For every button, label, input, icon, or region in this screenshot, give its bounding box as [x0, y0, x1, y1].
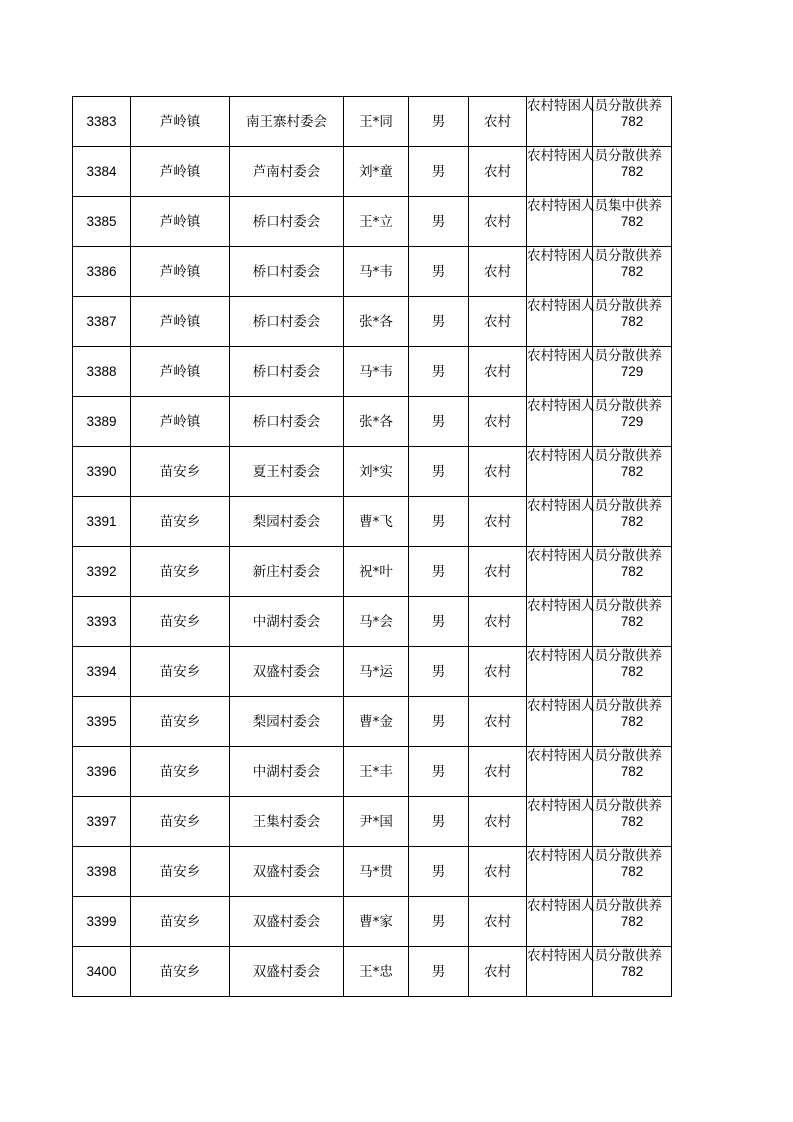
village-committee-cell: 中湖村委会 [230, 597, 344, 647]
support-type-text: 农村特困人员分散供养 [527, 548, 662, 564]
table-row [73, 397, 672, 447]
village-committee-cell: 新庄村委会 [230, 547, 344, 597]
person-name-cell: 马*韦 [344, 347, 409, 397]
table-row [73, 347, 672, 397]
gender-cell: 男 [409, 297, 469, 347]
gender-cell: 男 [409, 847, 469, 897]
person-name-cell: 刘*童 [344, 147, 409, 197]
area-type-cell: 农村 [469, 97, 527, 147]
township-cell: 苗安乡 [131, 697, 230, 747]
person-name-cell: 祝*叶 [344, 547, 409, 597]
support-type-text: 农村特困人员分散供养 [527, 498, 662, 514]
support-type-text: 农村特困人员分散供养 [527, 848, 662, 864]
table-row [73, 197, 672, 247]
gender-cell: 男 [409, 97, 469, 147]
area-type-cell: 农村 [469, 947, 527, 997]
record-number: 3399 [73, 897, 131, 947]
table-row [73, 447, 672, 497]
amount-cell: 782 [593, 547, 672, 597]
township-cell: 芦岭镇 [131, 97, 230, 147]
record-number: 3383 [73, 97, 131, 147]
amount-cell: 782 [593, 197, 672, 247]
person-name-cell: 马*韦 [344, 247, 409, 297]
support-type-text: 农村特困人员分散供养 [527, 648, 662, 664]
record-number: 3384 [73, 147, 131, 197]
record-number: 3385 [73, 197, 131, 247]
township-cell: 苗安乡 [131, 597, 230, 647]
record-number: 3396 [73, 747, 131, 797]
record-number: 3394 [73, 647, 131, 697]
area-type-cell: 农村 [469, 297, 527, 347]
township-cell: 苗安乡 [131, 847, 230, 897]
support-type-text: 农村特困人员分散供养 [527, 598, 662, 614]
record-number: 3395 [73, 697, 131, 747]
table-row [73, 597, 672, 647]
support-type-text: 农村特困人员分散供养 [527, 898, 662, 914]
village-committee-cell: 双盛村委会 [230, 897, 344, 947]
table-row [73, 297, 672, 347]
person-name-cell: 马*会 [344, 597, 409, 647]
gender-cell: 男 [409, 497, 469, 547]
area-type-cell: 农村 [469, 597, 527, 647]
person-name-cell: 王*丰 [344, 747, 409, 797]
person-name-cell: 马*贯 [344, 847, 409, 897]
support-type-text: 农村特困人员分散供养 [527, 798, 662, 814]
person-name-cell: 王*同 [344, 97, 409, 147]
support-type-text: 农村特困人员分散供养 [527, 98, 662, 114]
amount-cell: 729 [593, 347, 672, 397]
table-row [73, 247, 672, 297]
gender-cell: 男 [409, 797, 469, 847]
record-number: 3397 [73, 797, 131, 847]
record-number: 3393 [73, 597, 131, 647]
township-cell: 芦岭镇 [131, 347, 230, 397]
area-type-cell: 农村 [469, 797, 527, 847]
area-type-cell: 农村 [469, 197, 527, 247]
village-committee-cell: 桥口村委会 [230, 397, 344, 447]
table-body [73, 97, 672, 997]
amount-cell: 782 [593, 797, 672, 847]
village-committee-cell: 夏王村委会 [230, 447, 344, 497]
person-name-cell: 张*各 [344, 297, 409, 347]
village-committee-cell: 梨园村委会 [230, 497, 344, 547]
township-cell: 苗安乡 [131, 447, 230, 497]
amount-cell: 782 [593, 147, 672, 197]
person-name-cell: 曹*金 [344, 697, 409, 747]
gender-cell: 男 [409, 347, 469, 397]
area-type-cell: 农村 [469, 447, 527, 497]
support-type-text: 农村特困人员分散供养 [527, 698, 662, 714]
person-name-cell: 张*各 [344, 397, 409, 447]
table-row [73, 147, 672, 197]
table-row [73, 497, 672, 547]
gender-cell: 男 [409, 247, 469, 297]
amount-cell: 782 [593, 297, 672, 347]
township-cell: 苗安乡 [131, 547, 230, 597]
village-committee-cell: 中湖村委会 [230, 747, 344, 797]
township-cell: 芦岭镇 [131, 397, 230, 447]
person-name-cell: 曹*家 [344, 897, 409, 947]
person-name-cell: 刘*实 [344, 447, 409, 497]
table-row [73, 747, 672, 797]
township-cell: 苗安乡 [131, 797, 230, 847]
village-committee-cell: 梨园村委会 [230, 697, 344, 747]
record-number: 3398 [73, 847, 131, 897]
gender-cell: 男 [409, 747, 469, 797]
table-row [73, 97, 672, 147]
village-committee-cell: 王集村委会 [230, 797, 344, 847]
record-number: 3400 [73, 947, 131, 997]
area-type-cell: 农村 [469, 697, 527, 747]
record-number: 3386 [73, 247, 131, 297]
gender-cell: 男 [409, 397, 469, 447]
township-cell: 苗安乡 [131, 897, 230, 947]
area-type-cell: 农村 [469, 347, 527, 397]
area-type-cell: 农村 [469, 897, 527, 947]
table-row [73, 847, 672, 897]
support-type-text: 农村特困人员集中供养 [527, 198, 662, 214]
record-number: 3390 [73, 447, 131, 497]
record-number: 3392 [73, 547, 131, 597]
gender-cell: 男 [409, 897, 469, 947]
area-type-cell: 农村 [469, 497, 527, 547]
village-committee-cell: 桥口村委会 [230, 347, 344, 397]
gender-cell: 男 [409, 597, 469, 647]
village-committee-cell: 芦南村委会 [230, 147, 344, 197]
township-cell: 苗安乡 [131, 947, 230, 997]
village-committee-cell: 桥口村委会 [230, 247, 344, 297]
area-type-cell: 农村 [469, 547, 527, 597]
table-row [73, 797, 672, 847]
table-row [73, 547, 672, 597]
village-committee-cell: 桥口村委会 [230, 197, 344, 247]
gender-cell: 男 [409, 147, 469, 197]
amount-cell: 782 [593, 947, 672, 997]
person-name-cell: 曹*飞 [344, 497, 409, 547]
village-committee-cell: 双盛村委会 [230, 647, 344, 697]
support-type-text: 农村特困人员分散供养 [527, 348, 662, 364]
area-type-cell: 农村 [469, 847, 527, 897]
person-name-cell: 王*忠 [344, 947, 409, 997]
amount-cell: 782 [593, 747, 672, 797]
gender-cell: 男 [409, 697, 469, 747]
township-cell: 芦岭镇 [131, 247, 230, 297]
township-cell: 苗安乡 [131, 747, 230, 797]
amount-cell: 782 [593, 847, 672, 897]
gender-cell: 男 [409, 947, 469, 997]
township-cell: 芦岭镇 [131, 297, 230, 347]
village-committee-cell: 双盛村委会 [230, 947, 344, 997]
township-cell: 芦岭镇 [131, 147, 230, 197]
table-row [73, 647, 672, 697]
person-name-cell: 尹*国 [344, 797, 409, 847]
township-cell: 苗安乡 [131, 647, 230, 697]
support-type-text: 农村特困人员分散供养 [527, 298, 662, 314]
area-type-cell: 农村 [469, 747, 527, 797]
area-type-cell: 农村 [469, 147, 527, 197]
amount-cell: 782 [593, 647, 672, 697]
village-committee-cell: 南王寨村委会 [230, 97, 344, 147]
support-type-text: 农村特困人员分散供养 [527, 448, 662, 464]
table-row [73, 947, 672, 997]
person-name-cell: 王*立 [344, 197, 409, 247]
area-type-cell: 农村 [469, 397, 527, 447]
amount-cell: 782 [593, 497, 672, 547]
support-type-text: 农村特困人员分散供养 [527, 248, 662, 264]
township-cell: 芦岭镇 [131, 197, 230, 247]
village-committee-cell: 桥口村委会 [230, 297, 344, 347]
village-committee-cell: 双盛村委会 [230, 847, 344, 897]
area-type-cell: 农村 [469, 247, 527, 297]
amount-cell: 782 [593, 697, 672, 747]
amount-cell: 729 [593, 397, 672, 447]
amount-cell: 782 [593, 97, 672, 147]
support-type-text: 农村特困人员分散供养 [527, 948, 662, 964]
record-number: 3391 [73, 497, 131, 547]
record-number: 3387 [73, 297, 131, 347]
table-row [73, 697, 672, 747]
amount-cell: 782 [593, 897, 672, 947]
support-type-text: 农村特困人员分散供养 [527, 148, 662, 164]
records-table [72, 96, 672, 997]
amount-cell: 782 [593, 447, 672, 497]
record-number: 3388 [73, 347, 131, 397]
township-cell: 苗安乡 [131, 497, 230, 547]
record-number: 3389 [73, 397, 131, 447]
support-type-text: 农村特困人员分散供养 [527, 398, 662, 414]
gender-cell: 男 [409, 647, 469, 697]
gender-cell: 男 [409, 447, 469, 497]
support-type-text: 农村特困人员分散供养 [527, 748, 662, 764]
person-name-cell: 马*运 [344, 647, 409, 697]
gender-cell: 男 [409, 197, 469, 247]
area-type-cell: 农村 [469, 647, 527, 697]
gender-cell: 男 [409, 547, 469, 597]
amount-cell: 782 [593, 247, 672, 297]
table-row [73, 897, 672, 947]
amount-cell: 782 [593, 597, 672, 647]
